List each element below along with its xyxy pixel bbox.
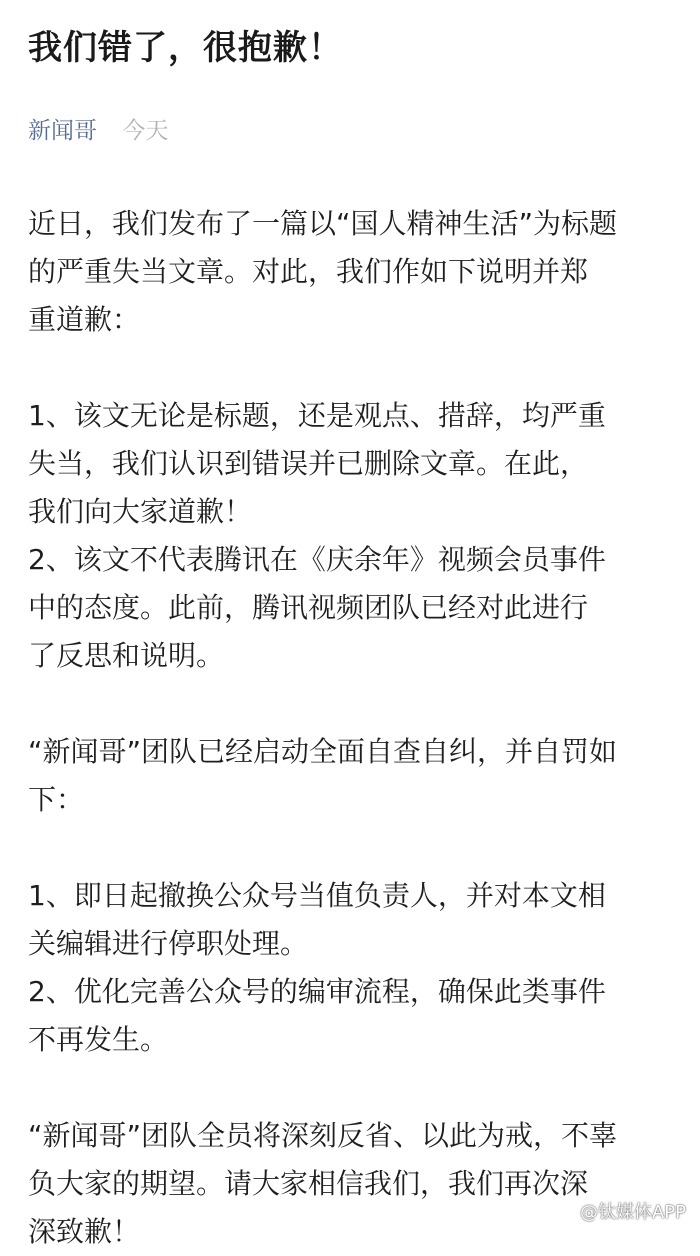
paragraph-gap (28, 824, 674, 872)
body-line: 中的态度。此前，腾讯视频团队已经对此进行 (28, 591, 589, 624)
article-body (28, 200, 674, 1256)
publish-date: 今天 (122, 118, 169, 144)
body-line: 负大家的期望。请大家相信我们，我们再次深 (28, 1167, 589, 1200)
paragraph-gap (28, 344, 674, 392)
body-line: 关编辑进行停职处理。 (28, 927, 309, 960)
body-line: “新闻哥”团队已经启动全面自查自纠，并自罚如 (28, 735, 618, 768)
body-line: 1、即日起撤换公众号当值负责人，并对本文相 (28, 879, 606, 912)
watermark-text: @钛媒体APP (579, 1202, 686, 1223)
article-title: 我们错了，很抱歉！ (28, 28, 343, 68)
body-line: 2、该文不代表腾讯在《庆余年》视频会员事件 (28, 543, 606, 576)
article-meta (28, 114, 674, 148)
article (28, 0, 674, 1256)
body-line: 我们向大家道歉！ (28, 495, 253, 528)
body-line: 深致歉！ (28, 1215, 141, 1248)
author-link[interactable]: 新闻哥 (28, 118, 97, 144)
body-line: 了反思和说明。 (28, 639, 225, 672)
body-line: 近日，我们发布了一篇以“国人精神生活”为标题 (28, 207, 618, 240)
weibo-icon (554, 1204, 576, 1222)
watermark (554, 1202, 686, 1224)
body-line: 不再发生。 (28, 1023, 169, 1056)
paragraph-gap (28, 680, 674, 728)
body-line: “新闻哥”团队全员将深刻反省、以此为戒，不辜 (28, 1119, 618, 1152)
body-line: 2、优化完善公众号的编审流程，确保此类事件 (28, 975, 606, 1008)
body-line: 重道歉： (28, 303, 141, 336)
body-line: 的严重失当文章。对此，我们作如下说明并郑 (28, 255, 589, 288)
body-line: 下： (28, 783, 85, 816)
body-line: 1、该文无论是标题，还是观点、措辞，均严重 (28, 399, 606, 432)
body-line: 失当，我们认识到错误并已删除文章。在此， (28, 447, 589, 480)
paragraph-gap (28, 1064, 674, 1112)
